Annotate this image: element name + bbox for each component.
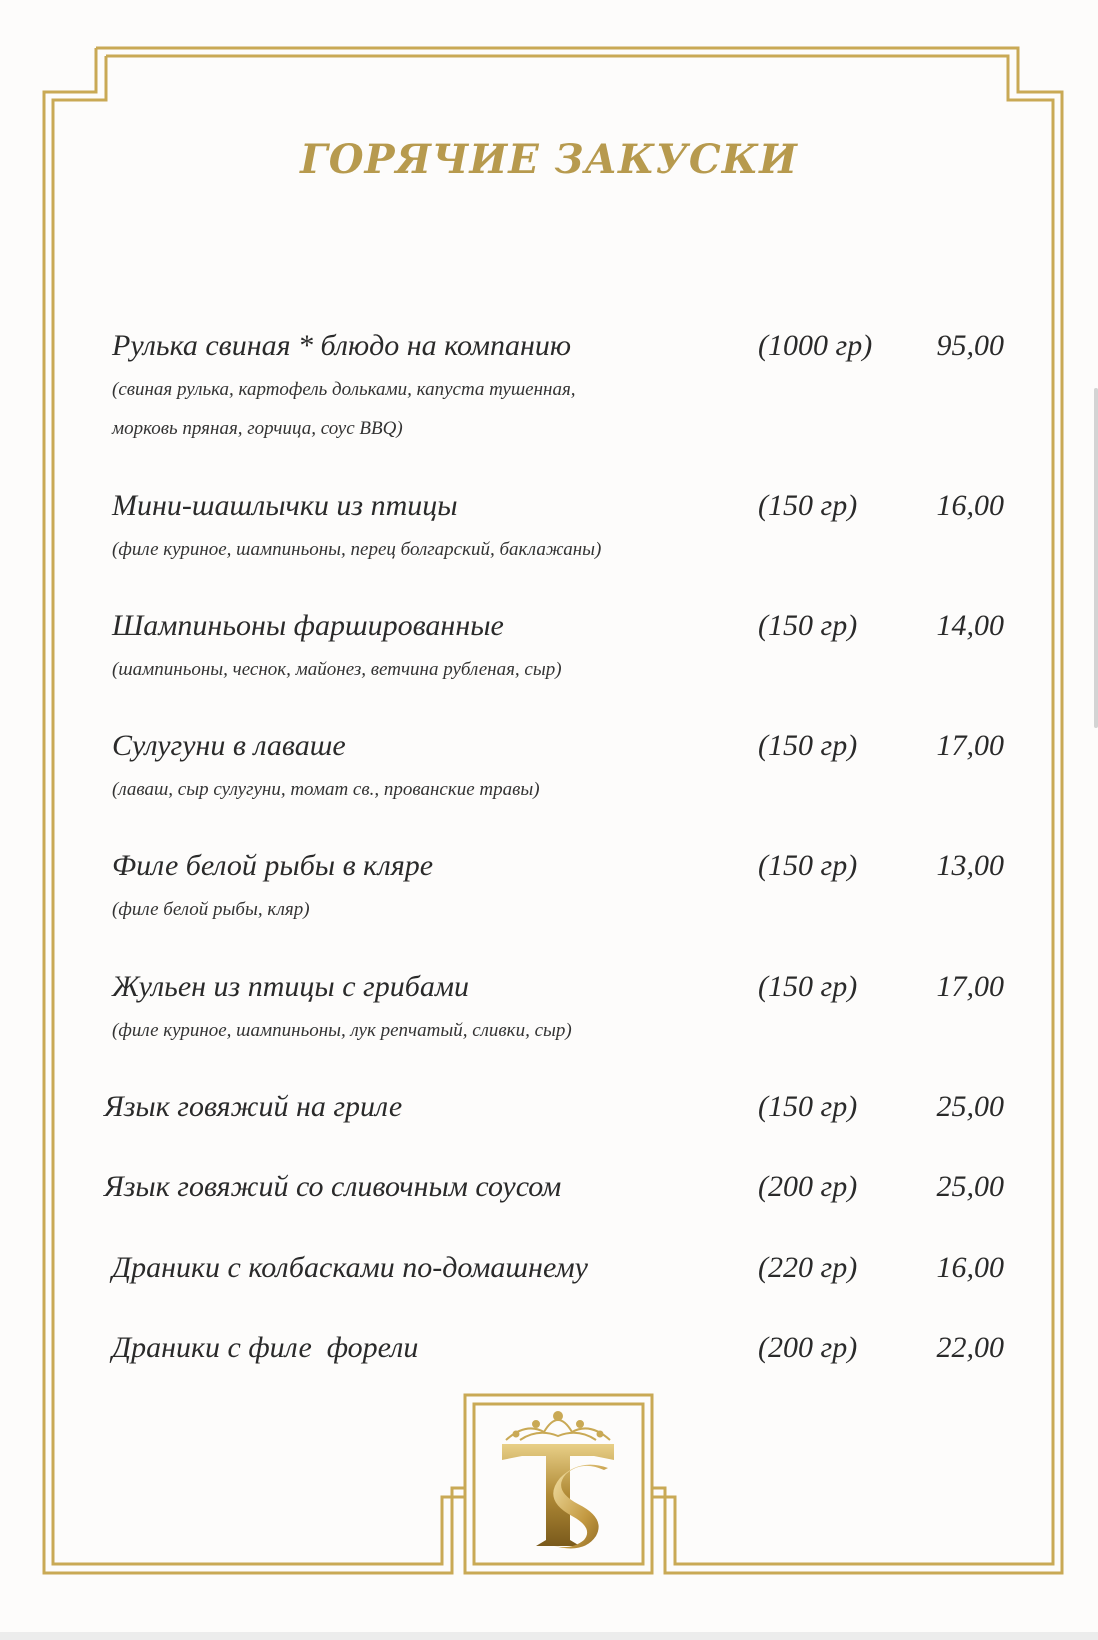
item-price: 14,00 — [936, 609, 1004, 642]
item-weight: (220 гр) — [758, 1251, 858, 1284]
item-price: 17,00 — [936, 729, 1004, 762]
menu-item — [0, 728, 1098, 808]
menu-item — [0, 328, 1098, 448]
item-description — [112, 890, 732, 929]
item-description — [112, 1011, 732, 1050]
menu-item — [0, 848, 1098, 928]
item-weight: (200 гр) — [758, 1170, 858, 1203]
menu-item — [0, 488, 1098, 568]
item-weight: (150 гр) — [758, 970, 858, 1003]
item-weight: (150 гр) — [758, 609, 858, 642]
item-price: 25,00 — [936, 1170, 1004, 1203]
item-name: Рулька свиная * блюдо на компанию — [112, 329, 572, 362]
item-description — [112, 530, 732, 569]
item-description-line: морковь пряная, горчица, соус BBQ) — [112, 418, 403, 439]
item-description — [112, 650, 732, 689]
item-name: Драники с колбасками по-домашнему — [112, 1251, 588, 1284]
item-price: 95,00 — [936, 329, 1004, 362]
menu-item — [0, 969, 1098, 1049]
item-price: 16,00 — [936, 1251, 1004, 1284]
item-price: 16,00 — [936, 489, 1004, 522]
item-price: 13,00 — [936, 849, 1004, 882]
menu-item — [0, 1250, 1098, 1290]
item-price: 17,00 — [936, 970, 1004, 1003]
item-weight: (200 гр) — [758, 1331, 858, 1364]
item-weight: (150 гр) — [758, 489, 858, 522]
item-name: Язык говяжий со сливочным соусом — [104, 1170, 562, 1203]
crown-monogram-logo — [486, 1400, 630, 1560]
item-description-line: (шампиньоны, чеснок, майонез, ветчина рубленая, сыр) — [112, 659, 562, 680]
item-description — [112, 370, 672, 448]
item-name: Шампиньоны фаршированные — [112, 609, 504, 642]
item-weight: (150 гр) — [758, 729, 858, 762]
item-weight: (1000 гр) — [758, 329, 873, 362]
item-weight: (150 гр) — [758, 849, 858, 882]
item-price: 22,00 — [936, 1331, 1004, 1364]
item-name: Мини-шашлычки из птицы — [112, 489, 458, 522]
menu-item — [0, 1089, 1098, 1129]
item-name: Драники с филе форели — [112, 1331, 419, 1364]
item-description-line: (свиная рулька, картофель дольками, капуста тушенная, — [112, 379, 576, 400]
item-description-line: (филе белой рыбы, кляр) — [112, 899, 310, 920]
menu-item — [0, 1169, 1098, 1209]
item-name: Жульен из птицы с грибами — [112, 970, 469, 1003]
scrollbar[interactable] — [1094, 388, 1098, 728]
menu-title: ГОРЯЧИЕ ЗАКУСКИ — [300, 136, 798, 183]
item-description-line: (филе куриное, шампиньоны, лук репчатый, сливки, сыр) — [112, 1020, 572, 1041]
menu-item — [0, 608, 1098, 688]
item-price: 25,00 — [936, 1090, 1004, 1123]
item-name: Филе белой рыбы в кляре — [112, 849, 434, 882]
item-description-line: (лаваш, сыр сулугуни, томат св., прованские травы) — [112, 779, 540, 800]
item-description-line: (филе куриное, шампиньоны, перец болгарский, баклажаны) — [112, 539, 602, 560]
menu-item — [0, 1330, 1098, 1370]
item-weight: (150 гр) — [758, 1090, 858, 1123]
crown-icon — [506, 1412, 610, 1440]
item-name: Сулугуни в лаваше — [112, 729, 346, 762]
item-name: Язык говяжий на гриле — [104, 1090, 403, 1123]
bottom-edge — [0, 1632, 1098, 1640]
item-description — [112, 770, 732, 809]
